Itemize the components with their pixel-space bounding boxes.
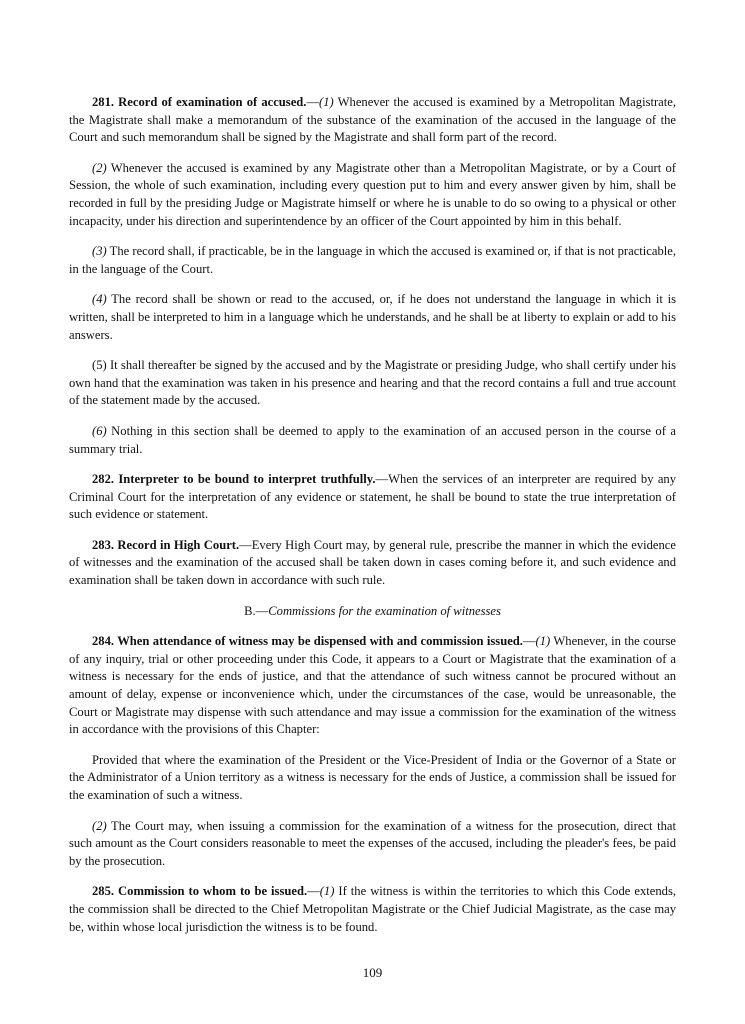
section-281-subsection-1 bbox=[69, 94, 676, 147]
subsection-number: (6) bbox=[92, 423, 107, 438]
part-b-subheading bbox=[69, 603, 676, 621]
subsection-number: (1) bbox=[319, 95, 334, 109]
subsection-text: Whenever the accused is examined by any Magistrate other than a Metropolitan Magistrate, or by a Court of Session, the whole of such examination, including every question put to him and every answer given by him, shall be recorded in full by the presiding Judge or Magistrate himself or where he is unable to do so owing to a physical or other incapacity, under his direction and superintendence by an officer of the Court appointed by him in this behalf. bbox=[69, 160, 676, 228]
section-281-subsection-5 bbox=[69, 357, 676, 410]
section-282-heading: 282. Interpreter to be bound to interpret truthfully. bbox=[92, 472, 376, 487]
section-284-subsection-2 bbox=[69, 818, 676, 871]
subsection-number: (3) bbox=[92, 244, 107, 259]
section-281-subsection-4 bbox=[69, 291, 676, 344]
subsection-text: It shall thereafter be signed by the accused and by the Magistrate or presiding Judge, who shall certify under his own hand that the examination was taken in his presence and hearing and that the record contains a full and true account of the statement made by the accused. bbox=[69, 358, 676, 408]
section-284-heading: 284. When attendance of witness may be dispensed with and commission issued. bbox=[92, 634, 523, 649]
section-text: —When the services of an interpreter are required by any Criminal Court for the interpretation of any evidence or statement, he shall be bound to state the true interpretation of such evidence or statement. bbox=[69, 472, 677, 522]
section-281-subsection-2 bbox=[69, 160, 676, 230]
proviso-text: Provided that where the examination of the President or the Vice-President of India or the Governor of a State or the Administrator of a Union territory as a witness is necessary for the ends of Justice, a commission shall be issued for the examination of such a witness. bbox=[69, 752, 676, 802]
section-281-subsection-6 bbox=[69, 423, 676, 458]
subsection-text: If the witness is within the territories to which this Code extends, the commission shall be directed to the Chief Metropolitan Magistrate or the Chief Judicial Magistrate, as the case may be, within whose local jurisdiction the witness is to be found. bbox=[69, 884, 676, 934]
section-283-heading: 283. Record in High Court. bbox=[92, 537, 240, 552]
section-text: —Every High Court may, by general rule, prescribe the manner in which the evidence of witnesses and the examination of the accused shall be taken down in cases coming before it, and such evidence and examination shall be taken down in accordance with such rule. bbox=[69, 537, 676, 588]
section-282 bbox=[69, 471, 676, 524]
subsection-number: (5) bbox=[92, 358, 107, 373]
subsection-text: The record shall, if practicable, be in the language in which the accused is examined or, if that is not practicable, in the language of the Court. bbox=[69, 244, 676, 276]
subheading-title: Commissions for the examination of witnesses bbox=[268, 603, 501, 618]
section-284-proviso bbox=[69, 752, 676, 805]
dash: — bbox=[307, 884, 320, 899]
section-283 bbox=[69, 537, 676, 590]
subheading-prefix: B.— bbox=[244, 603, 269, 618]
subsection-number: (1) bbox=[535, 634, 551, 649]
subsection-number: (2) bbox=[92, 160, 107, 175]
page-number: 109 bbox=[362, 965, 383, 980]
subsection-text: The record shall be shown or read to the accused, or, if he does not understand the language in which it is written, shall be interpreted to him in a language which he understands, and he shall be at liberty to explain or add to his answers. bbox=[69, 292, 676, 342]
subsection-text: Nothing in this section shall be deemed to apply to the examination of an accused person in the course of a summary trial. bbox=[69, 423, 676, 456]
section-281-heading: 281. Record of examination of accused. bbox=[92, 95, 307, 109]
subsection-number: (2) bbox=[92, 818, 107, 833]
dash: — bbox=[306, 95, 320, 109]
section-285-heading: 285. Commission to whom to be issued. bbox=[92, 884, 308, 899]
subsection-number: (1) bbox=[319, 884, 335, 899]
subsection-text: Whenever the accused is examined by a Metropolitan Magistrate, the Magistrate shall make a memorandum of the substance of the examination of the accused in the language of the Court and such memorandum shall be signed by the Magistrate and shall form part of the record. bbox=[69, 95, 676, 145]
dash: — bbox=[522, 634, 536, 649]
section-281-subsection-3 bbox=[69, 243, 676, 278]
section-284-subsection-1 bbox=[69, 633, 676, 739]
subsection-text: The Court may, when issuing a commission for the examination of a witness for the prosecution, direct that such amount as the Court considers reasonable to meet the expenses of the accused, including the pleader's fees, be paid by the prosecution. bbox=[69, 818, 676, 868]
subsection-text: Whenever, in the course of any inquiry, trial or other proceeding under this Code, it appears to a Court or Magistrate that the examination of a witness is necessary for the ends of justice, and that the attendance of such witness cannot be procured without an amount of delay, expense or inconvenience which, under the circumstances of the case, would be unreasonable, the Court or Magistrate may dispense with such attendance and may issue a commission for the examination of the witness in accordance with the provisions of this Chapter: bbox=[69, 634, 676, 737]
subsection-number: (4) bbox=[92, 292, 107, 307]
section-285-subsection-1 bbox=[69, 883, 676, 936]
